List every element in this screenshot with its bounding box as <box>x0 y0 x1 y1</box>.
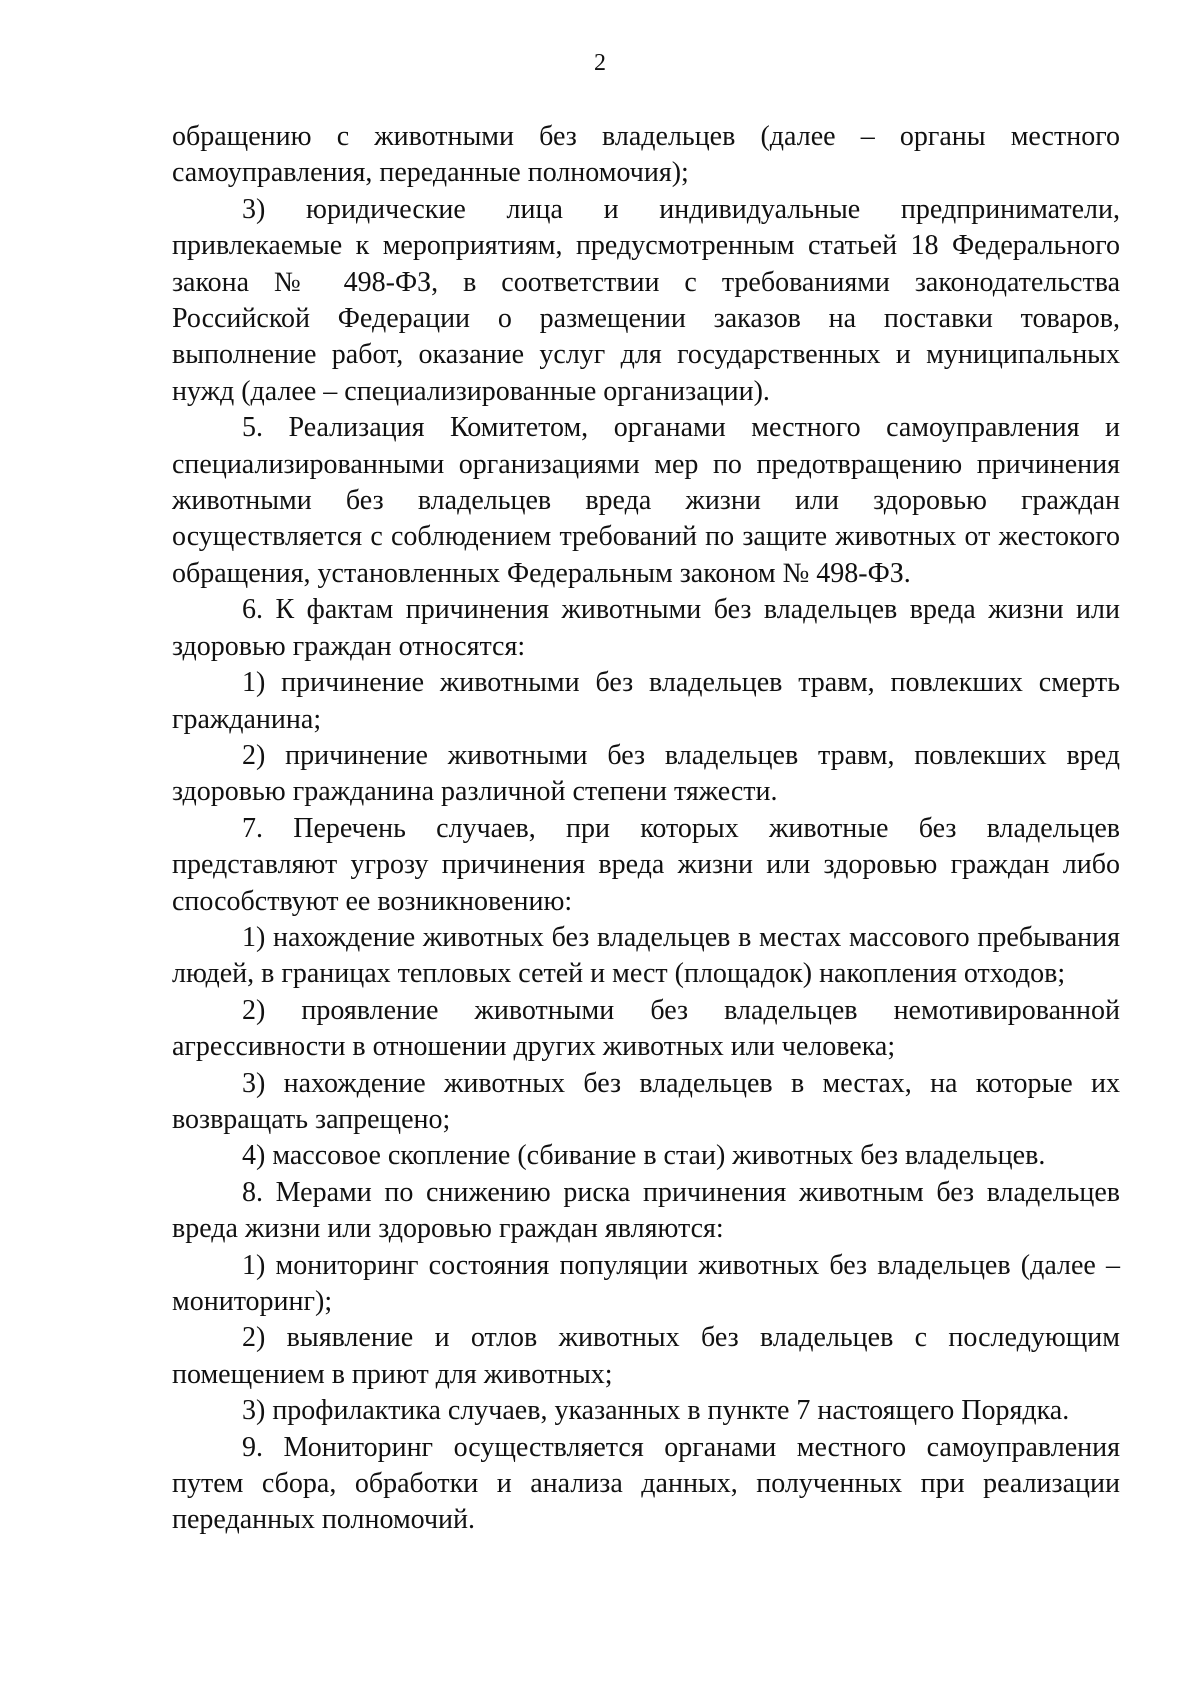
paragraph: 3) профилактика случаев, указанных в пункте 7 настоящего Порядка. <box>242 1395 1070 1427</box>
paragraph: 1) причинение животными без владельцев травм, повлекших смерть гражданина; <box>172 667 1120 735</box>
paragraph: 2) выявление и отлов животных без владельцев с последующим помещением в приют для животных; <box>172 1322 1120 1390</box>
paragraph: 7. Перечень случаев, при которых животные без владельцев представляют угрозу причинения вреда жизни или здоровью граждан либо способствуют ее возникновению: <box>172 812 1120 917</box>
paragraph: 3) юридические лица и индивидуальные предприниматели, привлекаемые к мероприятиям, предусмотренным статьей 18 Федерального закона № 498-ФЗ, в соответствии с требованиями законодательства Российской Федерации о размещении заказов на поставки товаров, выполнение работ, оказание услуг для государственных и муниципальных нужд (далее – специализированные организации). <box>172 193 1120 407</box>
paragraph: 1) нахождение животных без владельцев в местах массового пребывания людей, в границах тепловых сетей и мест (площадок) накопления отходов; <box>172 921 1120 990</box>
paragraph: 8. Мерами по снижению риска причинения животным без владельцев вреда жизни или здоровью граждан являются: <box>172 1176 1120 1245</box>
paragraph: 2) причинение животными без владельцев травм, повлекших вред здоровью гражданина различной степени тяжести. <box>172 739 1120 808</box>
paragraph: 2) проявление животными без владельцев немотивированной агрессивности в отношении других животных или человека; <box>172 994 1120 1063</box>
paragraph: 3) нахождение животных без владельцев в местах, на которые их возвращать запрещено; <box>172 1067 1120 1135</box>
paragraph: 6. К фактам причинения животными без владельцев вреда жизни или здоровью граждан относятся: <box>172 594 1120 662</box>
paragraph: 1) мониторинг состояния популяции животных без владельцев (далее – мониторинг); <box>172 1249 1120 1317</box>
paragraph: 5. Реализация Комитетом, органами местного самоуправления и специализированными организациями мер по предотвращению причинения животными без владельцев вреда жизни или здоровью граждан осуществляется с соблюдением требований по защите животных от жестокого обращения, установленных Федеральным законом № 498-ФЗ. <box>172 412 1120 589</box>
paragraph: обращению с животными без владельцев (далее – органы местного самоуправления, переданные полномочия); <box>172 121 1120 189</box>
paragraph: 9. Мониторинг осуществляется органами местного самоуправления путем сбора, обработки и анализа данных, полученных при реализации переданных полномочий. <box>172 1431 1120 1536</box>
page-number: 2 <box>594 50 606 76</box>
paragraph: 4) массовое скопление (сбивание в стаи) животных без владельцев. <box>242 1140 1046 1172</box>
document-body <box>172 119 1120 1539</box>
